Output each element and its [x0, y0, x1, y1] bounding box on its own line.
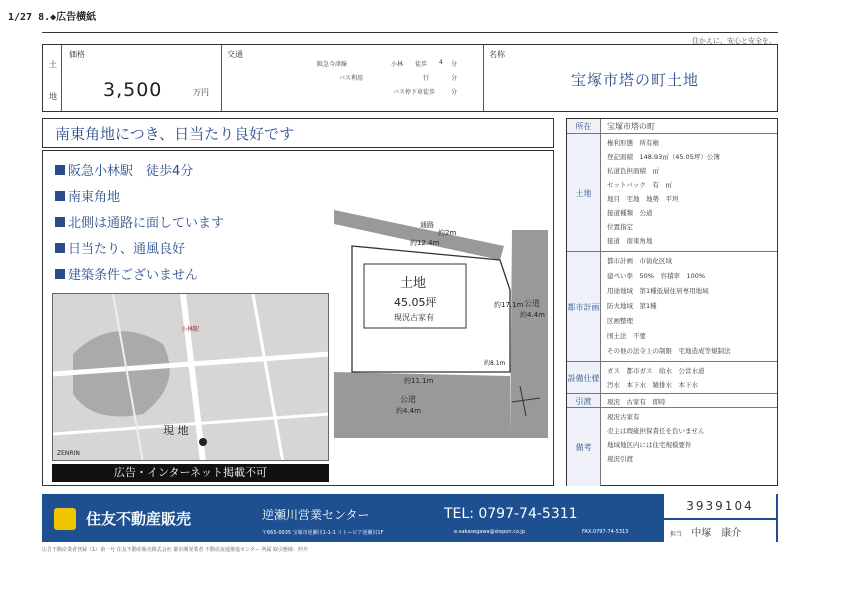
remark-line: 地域地区内には住宅規模要件 [607, 441, 692, 449]
remarks-label: 備考 [567, 408, 601, 486]
location-map [52, 293, 329, 461]
fax-header-note: 1/27 8.◆広告横紙 [8, 12, 97, 23]
south-road-label: 公道 [400, 395, 416, 404]
office-fax: FAX:0797-74-5313 [582, 529, 629, 535]
feature-item: 南東角地 [55, 186, 120, 205]
price-value: 3,500 [103, 79, 163, 101]
access-station: 小林 [391, 61, 404, 68]
manager-label: 担当 [670, 531, 683, 538]
price-unit: 万円 [193, 88, 209, 97]
road-top-width: 約2m [438, 229, 457, 237]
land-line: 登記面積 148.93㎡（45.05坪）公簿 [607, 153, 720, 161]
office-email: e-sakasegawa@stepon.co.jp [454, 529, 525, 535]
east-length: 約17.1m [494, 301, 524, 309]
access-bus: バス利用 [339, 75, 364, 82]
access-walk-unit: 分 [451, 61, 458, 68]
road-top-label: 通路 [420, 221, 434, 229]
law-line: その他の法令上の制限 宅地造成等規制法 [607, 347, 731, 355]
handover-value: 現況 古家有 即時 [607, 398, 666, 406]
access-walk: 4 [439, 59, 443, 66]
office-name: 逆瀬川営業センター [262, 508, 370, 522]
price-label: 価格 [69, 50, 85, 59]
land-line: 接道種類 公道 [607, 209, 653, 217]
land-line: 地目 宅地 地勢 平坦 [607, 195, 679, 203]
corner-length: 約8.1m [484, 360, 506, 367]
land-line: セットバック 有 ㎡ [607, 181, 672, 189]
ad-warning: 広告・インターネット掲載不可 [52, 464, 329, 482]
access-bus-stop: バス停下車徒歩 [393, 89, 436, 96]
land-line: 位置指定 [607, 223, 633, 231]
law-label: 都市計画 [567, 252, 601, 362]
property-number: 3939104 [664, 494, 776, 518]
land-line: 権利形態 所有権 [607, 139, 659, 147]
land-line: 私道負担面積 ㎡ [607, 167, 659, 175]
feature-item: 建築条件ございません [55, 264, 198, 283]
north-length: 約12.4m [410, 239, 440, 247]
summary-box [42, 44, 778, 112]
law-line: 都市計画 市街化区域 [607, 257, 672, 265]
south-road-width: 約4.4m [396, 407, 421, 415]
access-walk-label: 徒歩 [415, 61, 428, 68]
land-label: 土地 [567, 134, 601, 252]
land-line: 接道 南東角地 [607, 237, 653, 245]
law-line: 用途地域 第1種低層住居専用地域 [607, 287, 709, 295]
west-length: 約11.1m [404, 377, 434, 385]
access-line: 阪急今津線 [317, 61, 348, 68]
remark-line: 現況引渡 [607, 455, 633, 463]
property-title: 宝塚市塔の町土地 [571, 71, 700, 89]
price-side-2: 地 [49, 92, 57, 101]
plot-label: 土地 [400, 276, 427, 291]
feature-item: 北側は通路に面しています [55, 212, 224, 231]
property-detail-table [566, 118, 778, 486]
handover-label: 引渡 [567, 394, 601, 408]
price-side-1: 土 [49, 60, 57, 69]
catch-copy: 南東角地につき、日当たり良好です [42, 118, 554, 148]
map-drawing [53, 294, 329, 461]
access-label: 交通 [227, 50, 243, 59]
feature-item: 日当たり、通風良好 [55, 238, 185, 257]
location-value: 宝塚市塔の町 [607, 122, 655, 131]
map-station-label: 小林駅 [181, 326, 200, 333]
location-label: 所在 [567, 119, 601, 133]
utility-line: ガス 都市ガス 給水 公営水道 [607, 367, 705, 375]
manager-box [664, 520, 776, 542]
utility-line: 汚水 本下水 雑排水 本下水 [607, 381, 698, 389]
top-rule [42, 32, 778, 33]
plot-diagram [334, 190, 548, 438]
map-credit: ZENRIN [57, 450, 80, 457]
plot-area: 45.05坪 [394, 296, 437, 309]
law-line: 防火地域 第1種 [607, 302, 657, 310]
office-address: 〒665-0035 宝塚市逆瀬川1-1-1 イトーピア逆瀬川1F [262, 530, 384, 536]
office-tel: TEL: 0797-74-5311 [444, 506, 578, 522]
fine-print: 広告不動産業者登録（1）第一号 住友不動産販売株式会社 都市開発業者 不動産流通推進センター 所属 取引態様：仲介 [42, 547, 308, 553]
remark-line: 現況古家有 [607, 413, 640, 421]
access-bus-unit: 行 [423, 75, 430, 82]
company-logo-icon [54, 508, 76, 530]
east-road-width: 約4.4m [520, 311, 545, 319]
remark-line: 売主は瑕疵担保責任を負いません [607, 427, 705, 435]
access-bus-min: 分 [451, 75, 458, 82]
law-line: 建ぺい率 50% 容積率 100% [607, 272, 706, 280]
law-line: 国土法 不要 [607, 332, 646, 340]
east-road-label: 公道 [524, 299, 540, 308]
access-bus-stop-min: 分 [451, 89, 458, 96]
company-name: 住友不動産販売 [86, 510, 192, 528]
name-label: 名称 [489, 50, 505, 59]
utilities-label: 設備仕様 [567, 362, 601, 394]
feature-item: 阪急小林駅 徒歩4分 [55, 160, 193, 179]
manager-name: 中塚 康介 [691, 528, 742, 539]
law-line: 区画整理 [607, 317, 633, 325]
map-site-label: 現 地 [163, 424, 189, 437]
plot-status: 現況古家有 [394, 313, 434, 322]
slogan: 住かえに、安心と安全を。 [692, 37, 776, 45]
